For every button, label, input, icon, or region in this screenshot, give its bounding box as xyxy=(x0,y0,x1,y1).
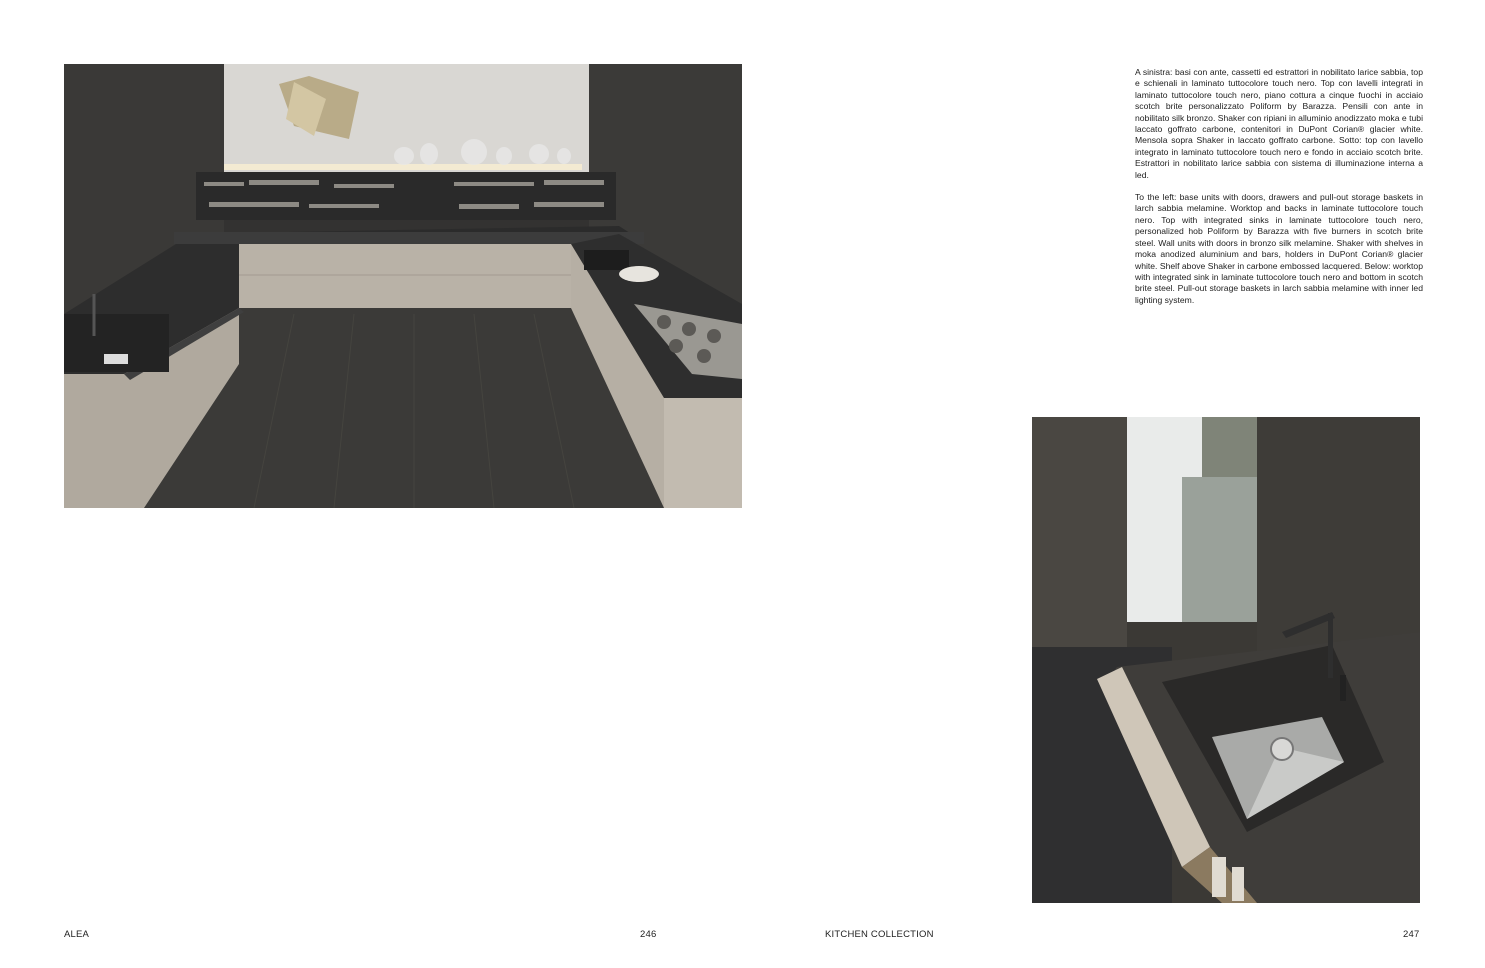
sink-photo-icon xyxy=(1032,417,1420,903)
caption-italian: A sinistra: basi con ante, cassetti ed estrattori in nobilitato larice sabbia, top e schienali in laminato tuttocolore touch nero. Top con lavelli integrati in laminato tuttocolore touch nero, piano cottura a cinque fuochi in acciaio scotch brite personalizzato Poliform by Barazza. Pensili con ante in nobilitato silk bronzo. Shaker con ripiani in alluminio anodizzato moka e tubi laccato goffrato carbone, contenitori in DuPont Corian® glacier white. Mensola sopra Shaker in laccato goffrato carbone. Sotto: top con lavello integrato in laminato tuttocolore touch nero e fondo in acciaio scotch brite. Estrattori in nobilitato larice sabbia con sistema di illuminazione interna a led. xyxy=(1135,67,1423,180)
page-number-left: 246 xyxy=(640,929,657,940)
page-number-right: 247 xyxy=(1403,929,1420,940)
footer-collection: KITCHEN COLLECTION xyxy=(825,929,934,940)
kitchen-u-shape-photo xyxy=(64,64,742,508)
sink-detail-photo xyxy=(1032,417,1420,903)
kitchen-photo-icon xyxy=(64,64,742,508)
footer-brand: ALEA xyxy=(64,929,90,940)
caption-block xyxy=(1135,67,1423,317)
caption-english: To the left: base units with doors, drawers and pull-out storage baskets in larch sabbia melamine. Worktop and backs in laminate tuttocolore touch nero. Top with integrated sinks in laminate tuttocolore touch nero, personalized hob Poliform by Barazza with five burners in scotch brite steel. Wall units with doors in bronzo silk melamine. Shaker with shelves in moka anodized aluminium and bars, holders in DuPont Corian® glacier white. Shelf above Shaker in carbone embossed lacquered. Below: worktop with integrated sink in laminate tuttocolore touch nero and bottom in scotch brite steel. Pull-out storage baskets in larch sabbia melamine with inner led lighting system. xyxy=(1135,192,1423,305)
